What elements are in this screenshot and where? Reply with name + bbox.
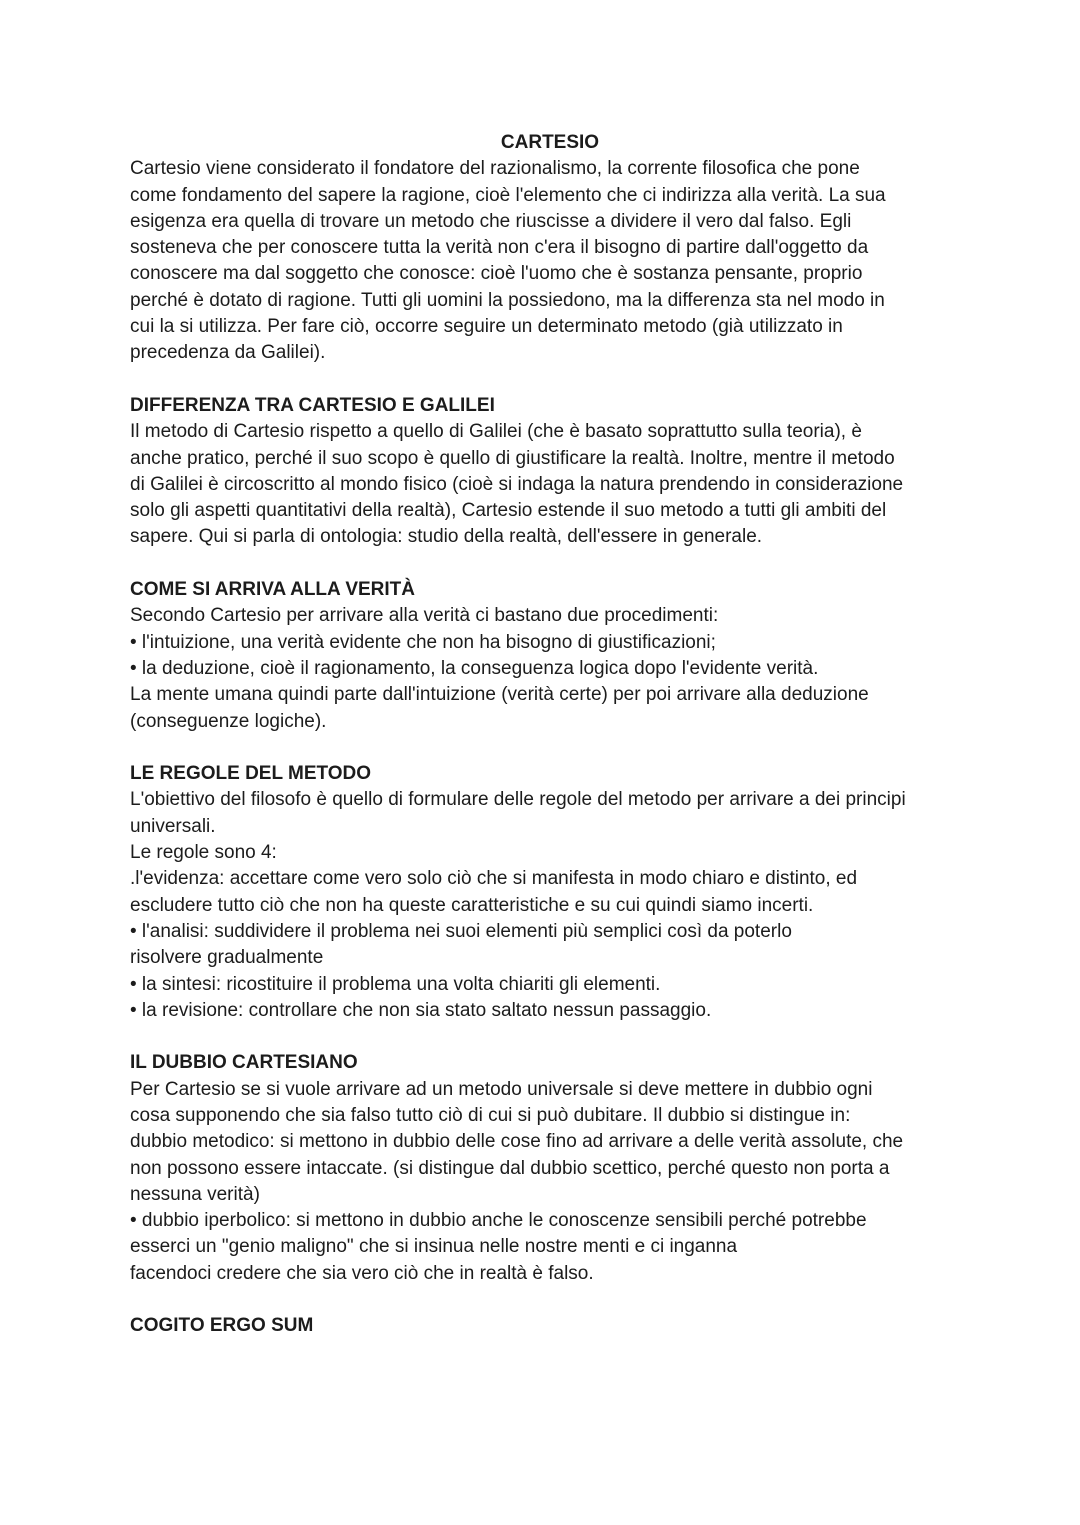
text-line: cosa supponendo che sia falso tutto ciò di cui si può dubitare. Il dubbio si distingue in:	[130, 1104, 851, 1126]
text-line: esserci un "genio maligno" che si insinua nelle nostre menti e ci inganna	[130, 1236, 738, 1258]
text-line: escludere tutto ciò che non ha queste caratteristiche e su cui quindi siamo incerti.	[130, 894, 814, 916]
text-line: sapere. Qui si parla di ontologia: studio della realtà, dell'essere in generale.	[130, 526, 763, 548]
text-line: risolvere gradualmente	[130, 947, 324, 969]
section-paragraph	[130, 156, 970, 366]
text-line: .l'evidenza: accettare come vero solo ciò che si manifesta in modo chiaro e distinto, ed	[130, 868, 858, 890]
text-line: • l'analisi: suddividere il problema nei suoi elementi più semplici così da poterlo	[130, 920, 792, 942]
section	[130, 577, 970, 735]
section	[130, 761, 970, 1024]
section-paragraph	[130, 1077, 970, 1287]
text-line: sosteneva che per conoscere tutta la verità non c'era il bisogno di partire dall'oggetto da	[130, 237, 869, 259]
section-heading: DIFFERENZA TRA CARTESIO E GALILEI	[130, 394, 495, 416]
section	[130, 1050, 970, 1287]
text-line: facendoci credere che sia vero ciò che in realtà è falso.	[130, 1262, 594, 1284]
text-line: come fondamento del sapere la ragione, cioè l'elemento che ci indirizza alla verità. La sua	[130, 184, 886, 206]
document-title: CARTESIO	[500, 132, 600, 153]
text-line: La mente umana quindi parte dall'intuizione (verità certe) per poi arrivare alla deduzione	[130, 684, 869, 706]
text-line: Per Cartesio se si vuole arrivare ad un metodo universale si deve mettere in dubbio ogni	[130, 1078, 873, 1100]
text-line: solo gli aspetti quantitativi della realtà), Cartesio estende il suo metodo a tutti gli ambiti del	[130, 500, 887, 522]
text-line: • dubbio iperbolico: si mettono in dubbio anche le conoscenze sensibili perché potrebbe	[130, 1210, 867, 1232]
text-line: perché è dotato di ragione. Tutti gli uomini la possiedono, ma la differenza sta nel modo in	[130, 289, 885, 311]
text-line: L'obiettivo del filosofo è quello di formulare delle regole del metodo per arrivare a dei principi	[130, 789, 906, 811]
text-line: • la revisione: controllare che non sia stato saltato nessun passaggio.	[130, 999, 712, 1021]
text-line: cui la si utilizza. Per fare ciò, occorre seguire un determinato metodo (già utilizzato in	[130, 316, 843, 338]
text-line: universali.	[130, 815, 216, 837]
text-line: Cartesio viene considerato il fondatore del razionalismo, la corrente filosofica che pone	[130, 158, 860, 180]
text-line: Secondo Cartesio per arrivare alla verità ci bastano due procedimenti:	[130, 605, 719, 627]
text-line: dubbio metodico: si mettono in dubbio delle cose fino ad arrivare a delle verità assolute, che	[130, 1131, 904, 1153]
document-page	[130, 130, 970, 1340]
text-line: non possono essere intaccate. (si distingue dal dubbio scettico, perché questo non porta a	[130, 1157, 890, 1179]
text-line: precedenza da Galilei).	[130, 342, 326, 364]
section-heading: LE REGOLE DEL METODO	[130, 763, 372, 785]
text-line: conoscere ma dal soggetto che conosce: cioè l'uomo che è sostanza pensante, proprio	[130, 263, 863, 285]
text-line: • la deduzione, cioè il ragionamento, la conseguenza logica dopo l'evidente verità.	[130, 657, 819, 679]
section	[130, 156, 970, 366]
text-line: (conseguenze logiche).	[130, 710, 327, 732]
document-body	[130, 156, 970, 1339]
section-paragraph	[130, 603, 970, 734]
section	[130, 393, 970, 551]
section-paragraph	[130, 419, 970, 550]
section-spacer	[130, 1287, 970, 1313]
text-line: esigenza era quella di trovare un metodo che riuscisse a dividere il vero dal falso. Egli	[130, 210, 852, 232]
section-spacer	[130, 367, 970, 393]
section-heading: COGITO ERGO SUM	[130, 1315, 314, 1337]
section	[130, 1313, 970, 1339]
section-spacer	[130, 1024, 970, 1050]
text-line: nessuna verità)	[130, 1183, 260, 1205]
section-spacer	[130, 735, 970, 761]
section-paragraph	[130, 787, 970, 1024]
text-line: Il metodo di Cartesio rispetto a quello di Galilei (che è basato soprattutto sulla teoria), è	[130, 421, 862, 443]
section-heading: COME SI ARRIVA ALLA VERITÀ	[130, 579, 415, 601]
text-line: anche pratico, perché il suo scopo è quello di giustificare la realtà. Inoltre, mentre il metodo	[130, 447, 895, 469]
text-line: • l'intuizione, una verità evidente che non ha bisogno di giustificazioni;	[130, 631, 716, 653]
section-heading: IL DUBBIO CARTESIANO	[130, 1052, 358, 1074]
text-line: Le regole sono 4:	[130, 842, 277, 864]
text-line: di Galilei è circoscritto al mondo fisico (cioè si indaga la natura prendendo in considerazione	[130, 473, 904, 495]
text-line: • la sintesi: ricostituire il problema una volta chiariti gli elementi.	[130, 973, 661, 995]
section-spacer	[130, 551, 970, 577]
